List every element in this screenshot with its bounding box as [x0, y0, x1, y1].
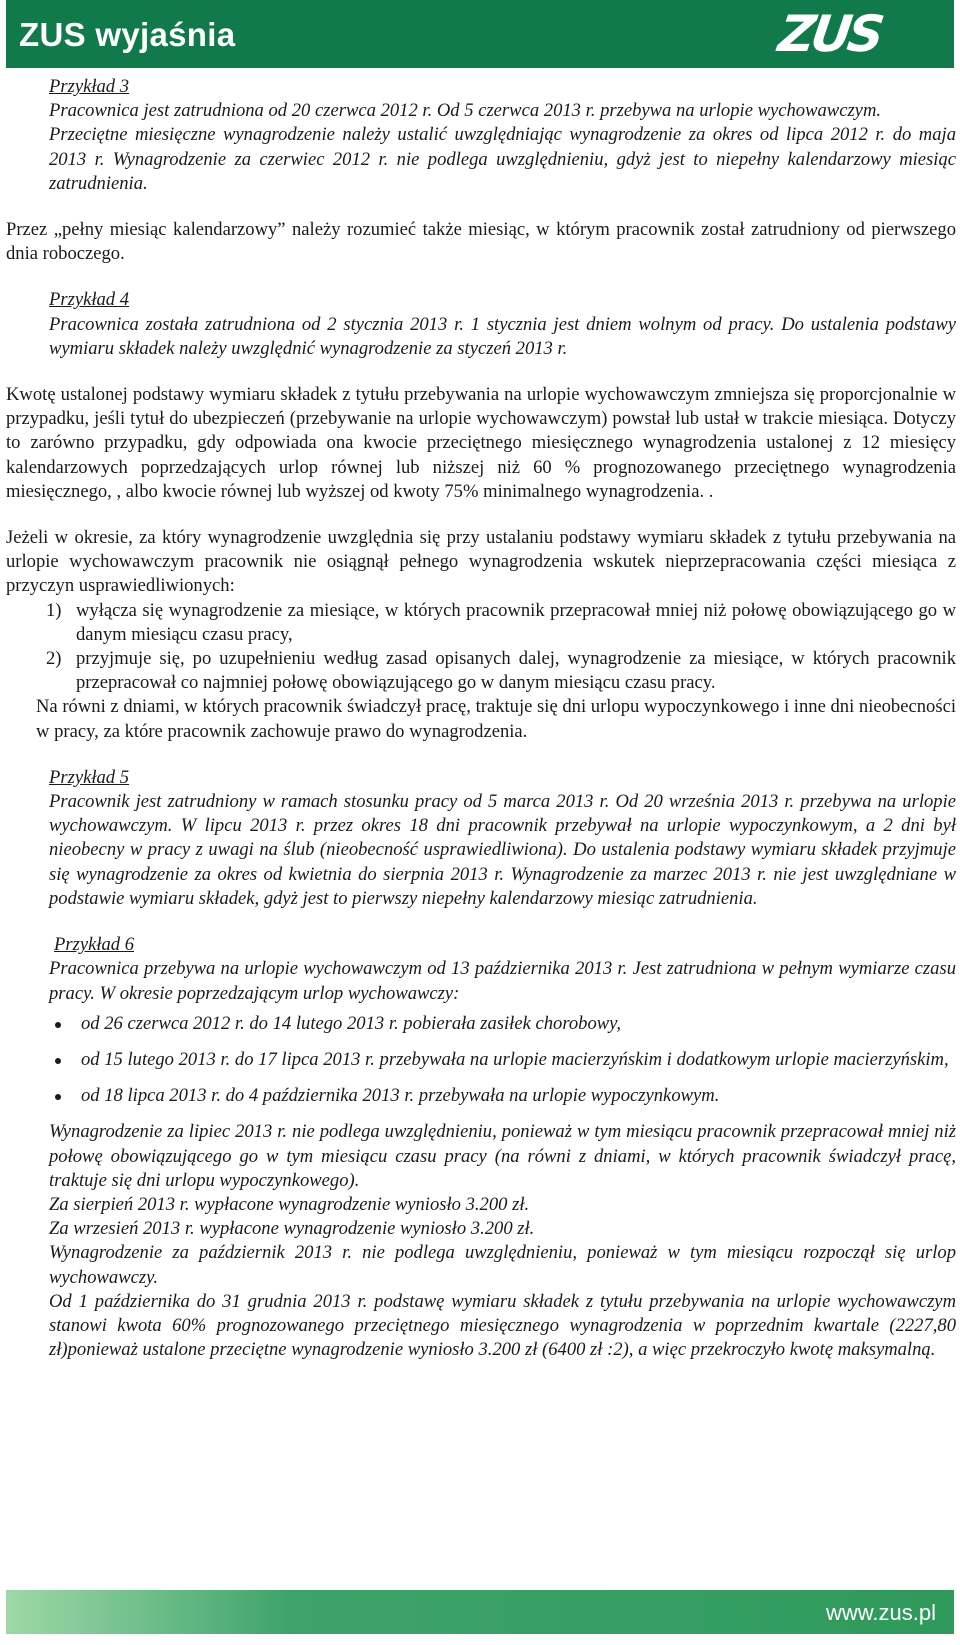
list-item-text: przyjmuje się, po uzupełnieniu według zasad opisanych dalej, wynagrodzenie za miesiące, w których pracownik przepracował co najmniej połowę obowiązującego go w danym miesiącu czasu pracy.: [76, 648, 956, 694]
example-6-line2: Za sierpień 2013 r. wypłacone wynagrodzenie wyniosło 3.200 zł.: [49, 1193, 530, 1215]
example-6-intro: Pracownica przebywa na urlopie wychowawczym od 13 października 2013 r. Jest zatrudniona w pełnym wymiarze czasu pracy. W okresie poprzedzającym urlop wychowawczy:: [49, 958, 956, 1004]
list-item: od 15 lutego 2013 r. do 17 lipca 2013 r. przebywała na urlopie macierzyńskim i dodatkowym urlopie macierzyńskim,: [49, 1048, 956, 1072]
list-item-number: 2): [46, 648, 62, 670]
example-6-bullets: [49, 1012, 956, 1109]
example-6-line4: Wynagrodzenie za październik 2013 r. nie podlega uwzględnieniu, ponieważ w tym miesiącu rozpoczął się urlop wychowawczy.: [49, 1242, 956, 1288]
list-item-text: wyłącza się wynagrodzenie za miesiące, w których pracownik przepracował mniej niż połowę obowiązującego go w danym miesiącu czasu pracy,: [76, 599, 956, 645]
header-title: ZUS wyjaśnia: [19, 16, 236, 53]
list-item-number: 1): [46, 599, 62, 621]
example-4-text: Pracownica została zatrudniona od 2 stycznia 2013 r. 1 stycznia jest dniem wolnym od pracy. Do ustalenia podstawy wymiaru składek należy uwzględnić wynagrodzenie za styczeń 2013 r.: [49, 313, 956, 359]
example-6-line5: Od 1 października do 31 grudnia 2013 r. podstawę wymiaru składek z tytułu przebywania na urlopie wychowawczym stanowi kwota 60% prognozowanego przeciętnego miesięcznego wynagrodzenia w poprzednim kwartale (2227,80 zł)ponieważ ustalone przeciętne wynagrodzenie wyniosło 3.200 zł (6400 zł :2), a więc przekroczyło kwotę maksymalną.: [49, 1290, 956, 1361]
footer-banner: [6, 1590, 954, 1634]
example-3-line2: Przeciętne miesięczne wynagrodzenie należy ustalić uwzględniając wynagrodzenie za okres od lipca 2012 r. do maja 2013 r. Wynagrodzenie za czerwiec 2012 r. nie podlega uwzględnieniu, gdyż jest to niepełny kalendarzowy miesiąc zatrudnienia.: [49, 124, 956, 194]
example-4-heading: Przykład 4: [49, 289, 130, 311]
zus-logo: ZUS: [774, 5, 884, 63]
example-3-line1: Pracownica jest zatrudniona od 20 czerwca 2012 r. Od 5 czerwca 2013 r. przebywa na urlopie wychowawczym.: [49, 100, 882, 122]
footer-url: www.zus.pl: [825, 1600, 936, 1625]
rules-list: [6, 599, 956, 696]
example-5: [6, 766, 956, 911]
example-3-heading: Przykład 3: [49, 76, 130, 97]
paragraph-equal: Na równi z dniami, w których pracownik świadczył pracę, traktuje się dni urlopu wypoczynkowego i inne dni nieobecności w pracy, za które pracownik zachowuje prawo do wynagrodzenia.: [36, 696, 956, 742]
example-6-line1: Wynagrodzenie za lipiec 2013 r. nie podlega uwzględnieniu, ponieważ w tym miesiącu pracownik przepracował mniej niż połowę obowiązującego go w tym miesiącu czasu pracy (na równi z dniami, w których pracownik świadczył pracę, traktuje się dni urlopu wypoczynkowego).: [49, 1121, 956, 1191]
example-4: [6, 288, 956, 361]
list-item: od 26 czerwca 2012 r. do 14 lutego 2013 r. pobierała zasiłek chorobowy,: [49, 1012, 956, 1036]
example-6: [6, 933, 956, 1362]
paragraph-full-month: Przez „pełny miesiąc kalendarzowy” należy rozumieć także miesiąc, w którym pracownik został zatrudniony od pierwszego dnia roboczego.: [6, 219, 956, 265]
list-item: [26, 599, 956, 647]
example-5-text: Pracownik jest zatrudniony w ramach stosunku pracy od 5 marca 2013 r. Od 20 września 2013 r. przebywa na urlopie wychowawczym. W lipcu 2013 r. przez okres 18 dni pracownik przebywał na urlopie wypoczynkowym, a 2 dni był nieobecny w pracy z uwagi na ślub (nieobecność usprawiedliwiona). Do ustalenia podstawy wymiaru składek przyjmuje się wynagrodzenie za okres od kwietnia do sierpnia 2013 r. Wynagrodzenie za marzec 2013 r. nie jest uwzględniane w podstawie wymiaru składek, gdyż jest to pierwszy niepełny kalendarzowy miesiąc zatrudnienia.: [49, 791, 956, 909]
example-6-line3: Za wrzesień 2013 r. wypłacone wynagrodzenie wyniosło 3.200 zł.: [49, 1218, 535, 1240]
document-body: [6, 75, 956, 1362]
paragraph-reduce: Kwotę ustalonej podstawy wymiaru składek z tytułu przebywania na urlopie wychowawczym zmniejsza się proporcjonalnie w przypadku, jeśli tytuł do ubezpieczeń (przebywanie na urlopie wychowawczym) powstał lub ustał w trakcie miesiąca. Dotyczy to zarówno przypadku, gdy odpowiada ona kwocie przeciętnego miesięcznego wynagrodzenia ustalonej z 12 miesięcy kalendarzowych poprzedzających urlop równej lub niższej niż 60 % prognozowanego przeciętnego wynagrodzenia miesięcznego, , albo kwocie równej lub wyższej od kwoty 75% minimalnego wynagrodzenia. .: [6, 384, 956, 502]
paragraph-period: Jeżeli w okresie, za który wynagrodzenie uwzględnia się przy ustalaniu podstawy wymiaru składek z tytułu przebywania na urlopie wychowawczym pracownik nie osiągnął pełnego wynagrodzenia wskutek nieprzepracowania części miesiąca z przyczyn usprawiedliwionych:: [6, 527, 956, 597]
list-item: [26, 647, 956, 695]
header-banner: [6, 0, 954, 68]
example-5-heading: Przykład 5: [49, 766, 130, 788]
example-3: [6, 75, 956, 196]
example-6-heading: Przykład 6: [54, 934, 135, 956]
list-item: od 18 lipca 2013 r. do 4 października 2013 r. przebywała na urlopie wypoczynkowym.: [49, 1084, 956, 1108]
